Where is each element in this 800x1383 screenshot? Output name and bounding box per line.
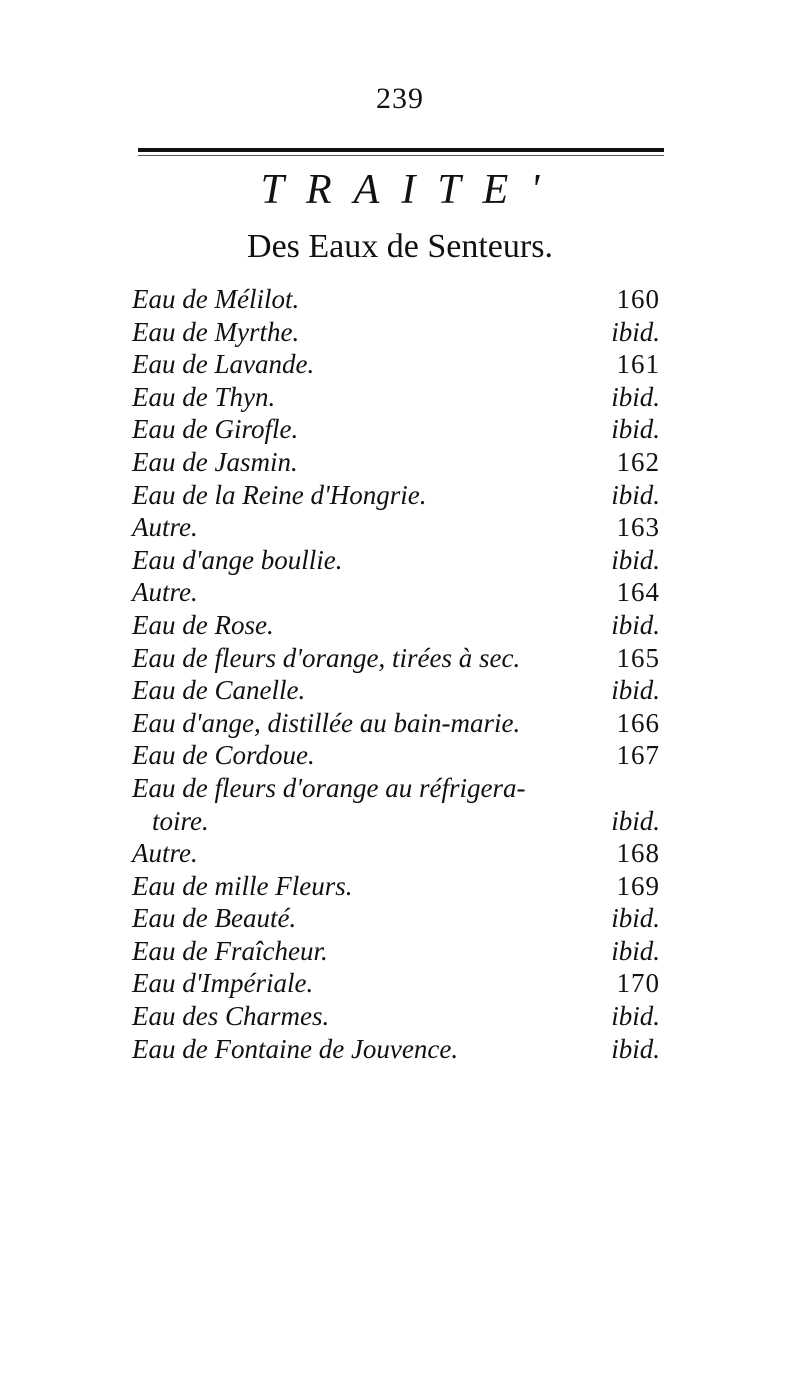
header-rule <box>138 148 664 152</box>
entry-page: ibid. <box>611 609 660 640</box>
entry-title: Eau de Canelle. <box>132 675 306 706</box>
list-item <box>132 837 664 870</box>
list-item <box>132 348 664 381</box>
entry-title: Autre. <box>132 512 198 543</box>
entry-title: Eau des Charmes. <box>132 1001 330 1032</box>
entry-page: 170 <box>616 968 660 999</box>
entry-page: ibid. <box>611 414 660 445</box>
list-item <box>132 479 664 512</box>
list-item <box>132 707 664 740</box>
entry-page: 160 <box>616 284 660 314</box>
entry-page: ibid. <box>611 1033 660 1064</box>
entry-title: Eau de Jasmin. <box>132 446 298 477</box>
list-item <box>132 283 664 316</box>
list-item <box>132 511 664 544</box>
section-title: TRAITE' <box>260 167 562 213</box>
list-item <box>132 935 664 968</box>
list-item <box>132 902 664 935</box>
entry-title: Eau d'ange, distillée au bain-marie. <box>132 707 521 738</box>
list-item <box>132 967 664 1000</box>
list-item <box>132 413 664 446</box>
entry-page: 169 <box>616 870 660 901</box>
entry-title: Eau de la Reine d'Hongrie. <box>132 479 427 510</box>
entry-title: Autre. <box>132 838 198 869</box>
entry-title: Eau de Rose. <box>132 609 274 640</box>
list-item <box>132 772 664 805</box>
entry-title: toire. <box>152 805 209 836</box>
header-rule-thin <box>138 155 664 156</box>
entry-page: ibid. <box>611 544 660 575</box>
entry-title: Eau de fleurs d'orange au réfrigera- <box>132 772 526 803</box>
entry-title: Eau de fleurs d'orange, tirées à sec. <box>132 642 521 673</box>
list-item <box>132 674 664 707</box>
entry-page: 166 <box>616 707 660 738</box>
section-subtitle: Des Eaux de Senteurs. <box>247 228 553 265</box>
list-item <box>132 446 664 479</box>
entry-page: 164 <box>616 577 660 608</box>
entry-title: Eau d'ange boullie. <box>132 544 343 575</box>
entry-title: Eau de Cordoue. <box>132 740 315 771</box>
entry-page: 163 <box>616 512 660 543</box>
entry-page: ibid. <box>611 935 660 966</box>
entry-title: Eau de Thyn. <box>132 381 276 412</box>
entry-page: ibid. <box>611 675 660 706</box>
entry-page: ibid. <box>611 805 660 836</box>
list-item-continuation <box>132 805 664 838</box>
entry-title: Eau de Myrthe. <box>132 316 300 347</box>
entry-title: Eau de Fontaine de Jouvence. <box>132 1033 459 1064</box>
entry-title: Eau de mille Fleurs. <box>132 870 353 901</box>
list-item <box>132 316 664 349</box>
entry-title: Eau d'Impériale. <box>132 968 314 999</box>
entry-title: Eau de Beauté. <box>132 903 297 934</box>
list-item <box>132 642 664 675</box>
entry-title: Autre. <box>132 577 198 608</box>
page-number: 239 <box>376 82 424 115</box>
entry-page: 168 <box>616 838 660 869</box>
list-item <box>132 381 664 414</box>
entry-page: ibid. <box>611 381 660 412</box>
entry-title: Eau de Lavande. <box>132 349 315 380</box>
entry-title: Eau de Mélilot. <box>132 284 300 314</box>
entry-page: 165 <box>616 642 660 673</box>
list-item <box>132 609 664 642</box>
entry-page: 167 <box>616 740 660 771</box>
entry-page: ibid. <box>611 1001 660 1032</box>
list-item <box>132 739 664 772</box>
table-of-contents <box>132 283 664 1065</box>
list-item <box>132 870 664 903</box>
entry-page: ibid. <box>611 903 660 934</box>
list-item <box>132 1000 664 1033</box>
entry-title: Eau de Girofle. <box>132 414 299 445</box>
list-item <box>132 1033 664 1066</box>
entry-page: 162 <box>616 446 660 477</box>
list-item <box>132 576 664 609</box>
entry-title: Eau de Fraîcheur. <box>132 935 328 966</box>
entry-page: ibid. <box>611 316 660 347</box>
list-item <box>132 544 664 577</box>
entry-page: 161 <box>616 349 660 380</box>
entry-page: ibid. <box>611 479 660 510</box>
